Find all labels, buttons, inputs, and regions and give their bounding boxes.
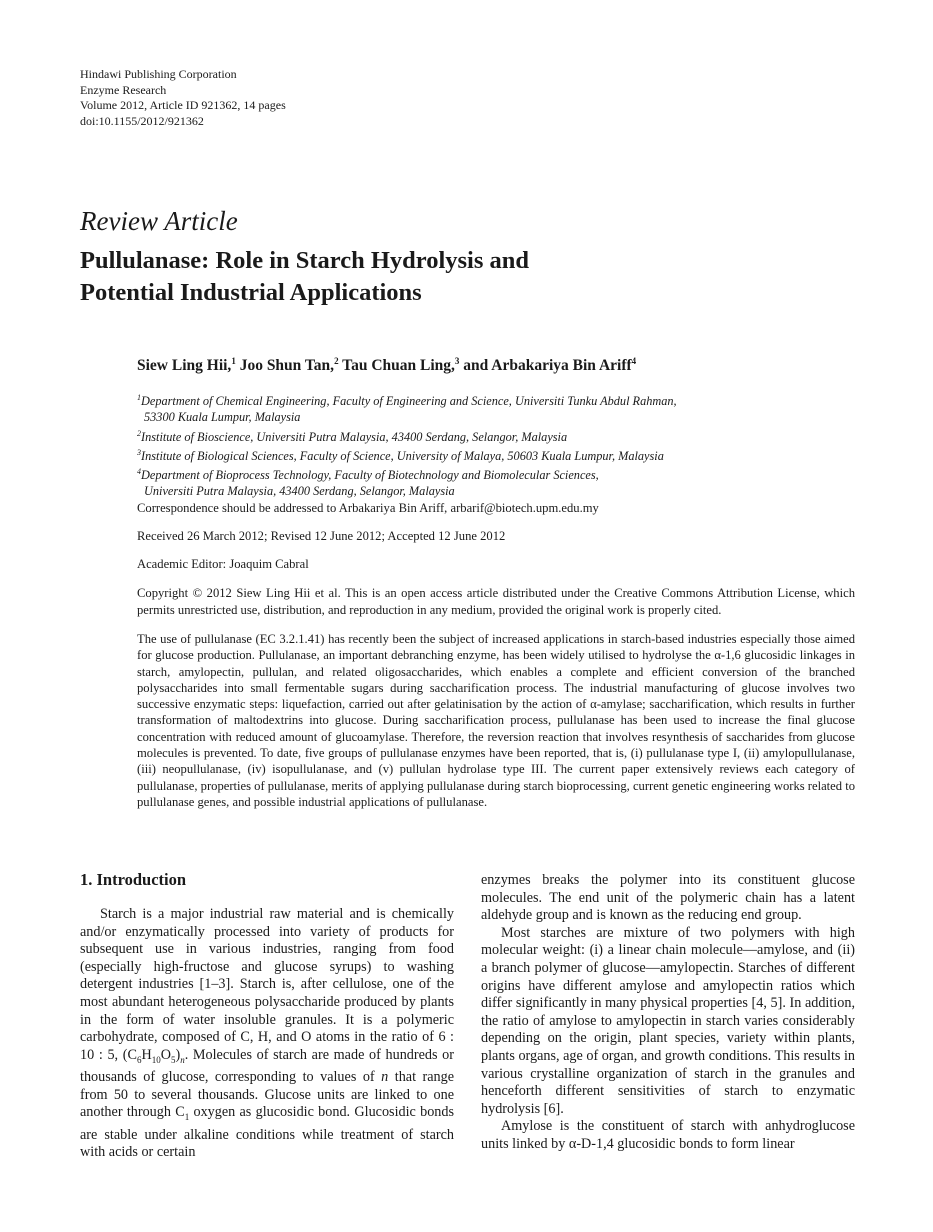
received-dates: Received 26 March 2012; Revised 12 June 2012; Accepted 12 June 2012 <box>137 529 506 543</box>
author-name: Joo Shun Tan, <box>239 357 335 375</box>
affiliation-line: $^3$Institute of Biological Sciences, Faculty of Science, University of Malaya, 50603 Kuala Lumpur, Malaysia <box>137 447 664 463</box>
volume-info: Volume 2012, Article ID 921362, 14 pages <box>80 98 286 112</box>
author-name: and Arbakariya Bin Ariff <box>463 357 632 375</box>
abstract: The use of pullulanase (EC 3.2.1.41) has recently been the subject of increased applications in starch-based industries especially those aimed for glucose production. Pullulanase, an important debranching enzyme, has been widely utilised to hydrolyse the α-1,6 glucosidic linkages in starch, amylopectin, pullulan, and related oligosaccharides, which enables a complete and efficient conversion of the branched polysaccharides into small fermentable sugars during saccharification process. The industrial manufacturing of glucose involves two successive enzymatic steps: liquefaction, carried out after gelatinisation by the action of α-amylase; saccharification, which results in further transformation of maltodextrins into glucose. During saccharification process, pullulanase has been used to increase the final glucose concentration with reduced amount of glucoamylase. Therefore, the reversion reaction that involves resynthesis of saccharides from glucose molecules is prevented. To date, five groups of pullulanase enzymes have been reported, that is, (i) pullulanase type I, (ii) amylopullulanase, (iii) neopullulanase, (iv) isopullulanase, and (v) pullulan hydrolase type III. The current paper extensively reviews each category of pullulanase, properties of pullulanase, merits of applying pullulanase during starch bioprocessing, current genetic engineering works related to pullulanase genes, and possible industrial applications of pullulanase. <box>137 632 855 809</box>
paragraph: Amylose is the constituent of starch with anhydroglucose units linked by α-D-1,4 glucosidic bonds to form linear <box>481 1118 855 1152</box>
author-affil-mark: 4 <box>631 356 637 366</box>
doi: doi:10.1155/2012/921362 <box>80 113 204 128</box>
affiliation-line: $^2$Institute of Bioscience, Universiti Putra Malaysia, 43400 Serdang, Selangor, Malaysia <box>137 428 568 444</box>
paragraph: enzymes breaks the polymer into its constituent glucose molecules. The end unit of the polymeric chain has a latent aldehyde group and is known as the reducing end group. <box>481 872 855 924</box>
author-affil-mark: 1 <box>231 356 236 366</box>
author-name: Tau Chuan Ling, <box>342 357 455 375</box>
left-column <box>80 906 454 1162</box>
article-type: Review Article <box>80 206 238 236</box>
title-line-1: Pullulanase: Role in Starch Hydrolysis and <box>80 247 530 274</box>
academic-editor: Academic Editor: Joaquim Cabral <box>137 557 309 571</box>
journal-header <box>80 67 286 129</box>
title-line-2: Potential Industrial Applications <box>80 279 422 306</box>
author-affil-mark: 3 <box>454 356 460 366</box>
affiliation-line: $^4$Department of Bioprocess Technology, Faculty of Biotechnology and Biomolecular Sciences, <box>137 467 599 483</box>
author-list <box>137 356 636 375</box>
section-heading: 1. Introduction <box>80 870 187 889</box>
affiliations <box>137 390 677 500</box>
copyright-notice: Copyright © 2012 Siew Ling Hii et al. This is an open access article distributed under the Creative Commons Attribution License, which permits unrestricted use, distribution, and reproduction in any medium, provided the original work is properly cited. <box>137 586 855 617</box>
author-name: Siew Ling Hii, <box>137 357 232 375</box>
affiliation-line: 53300 Kuala Lumpur, Malaysia <box>144 410 301 425</box>
affiliation-line: $^1$Department of Chemical Engineering, Faculty of Engineering and Science, Universiti Tunku Abdul Rahman, <box>137 393 677 409</box>
paragraph: Most starches are mixture of two polymers with high molecular weight: (i) a linear chain molecule—amylose, and (ii) a branch polymer of glucose—amylopectin. Starches of different origins have different amylose and amylopectin ratios which differ significantly in many physical properties [4, 5]. In addition, the ratio of amylose to amylopectin in starch varies considerably depending on the origin, plant species, variety within plants, plants organs, age of organ, and growth conditions. This results in various crystalline organization of starch in the granules and henceforth different sensitivities of starch to enzymatic hydrolysis [6]. <box>481 924 855 1117</box>
correspondence: Correspondence should be addressed to Arbakariya Bin Ariff, arbarif@biotech.upm.edu.my <box>137 501 599 515</box>
author-affil-mark: 2 <box>334 356 339 366</box>
journal-name: Enzyme Research <box>80 82 167 97</box>
paper-title <box>80 245 529 309</box>
paragraph: Starch is a major industrial raw material and is chemically and/or enzymatically processed into variety of products for subsequent use in various industries, ranging from food (especially high-fructose and glucose syrups) to washing detergent industries [1–3]. Starch is, after cellulose, one of the most abundant heterogeneous polysaccharide produced by plants in the form of water insoluble granules. It is a polymeric carbohydrate, composed of C, H, and O atoms in the ratio of 6 : 10 : 5, $(C_6H_{10}O_5)_n$. Molecules of starch are made of hundreds or thousands of glucose, corresponding to values of n that range from 50 to several thousands. Glucose units are linked to one another through $C_1$ oxygen as glucosidic bond. Glucosidic bonds are stable under alkaline conditions while treatment of starch with acids or certain <box>80 906 455 1161</box>
publisher: Hindawi Publishing Corporation <box>80 67 237 81</box>
right-column <box>481 872 855 1154</box>
affiliation-line: Universiti Putra Malaysia, 43400 Serdang, Selangor, Malaysia <box>144 484 455 499</box>
